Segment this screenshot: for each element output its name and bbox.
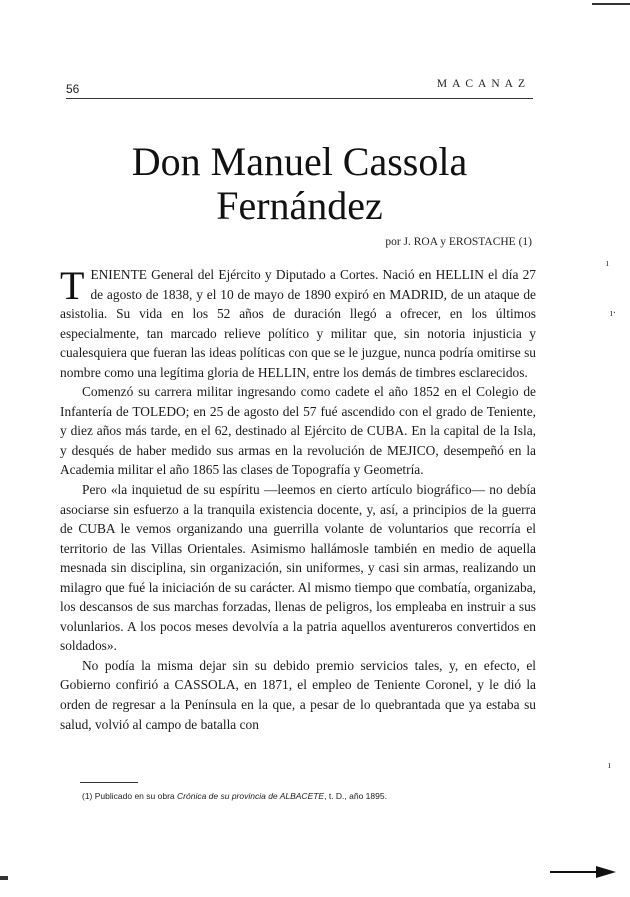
drop-cap: T: [60, 263, 85, 308]
paragraph-2: Comenzó su carrera militar ingresando como cadete el año 1852 en el Colegio de Infantería de TOLEDO; en 25 de agosto del 57 fué ascendido con el grado de Teniente, y diez años más tarde, en el 62, destinado al Ejército de CUBA. En la capital de la Isla, y desqués de haber medido sus armas en la revolución de MEJICO, desempeñó en la Academia militar el año 1865 las clases de Topografía y Geometría.: [60, 384, 536, 478]
scan-edge-arrow-line: [550, 871, 600, 873]
byline: por J. ROA y EROSTACHE (1): [385, 236, 532, 248]
margin-mark: ı: [608, 760, 611, 771]
footnote-text-before: Publicado en su obra: [94, 791, 175, 801]
footnote-work-title: Crónica de su provincia de ALBACETE: [177, 791, 325, 801]
footnote-rule: [80, 782, 138, 783]
paragraph-4: No podía la misma dejar sin su debido premio servicios tales, y, en efecto, el Gobierno confirió a CASSOLA, en 1871, el empleo de Teniente Coronel, y le dió la orden de regresar a la Península en la que, a pesar de lo quebrantada que ya estaba su salud, volvió al campo de batalla con: [60, 657, 536, 732]
article-title: [66, 140, 533, 228]
scan-edge-arrow: [596, 866, 616, 878]
header-rule: [66, 98, 533, 99]
scan-edge-tick: [0, 876, 8, 880]
margin-mark: ı: [606, 258, 609, 269]
paragraph-1: [60, 265, 536, 382]
scan-edge-line: [592, 3, 630, 5]
paragraph-3: Pero «la inquietud de su espíritu —leemos en cierto artículo biográfico— no debía asociarse sin esfuerzo a la tranquila existencia docente, y, así, a principios de la guerra de CUBA le vemos organizando una guerrilla volante de voluntarios que recorría el territorio de las Villas Orientales. Asimismo hallámosle también en medio de aquella mesnada sin disciplina, sin organización, sin uniformes, y casi sin armas, realizando un milagro que fué la iniciación de su carácter. Al mismo tiempo que combatía, organizaba, los descansos de sus marchas forzadas, llenas de peligros, los empleaba en instruir a sus volunlarios. A los pocos meses devolvía a la patria aquellos aventureros convertidos en soldados».: [60, 482, 536, 654]
title-line-2: Fernández: [216, 183, 383, 228]
paragraph-1-text: ENIENTE General del Ejército y Diputado a Cortes. Nació en HELLIN el día 27 de agosto de 1838, y el 10 de mayo de 1890 expiró en MADRID, de un ataque de asistolia. Su vida en los 52 años de duración llegó a ofrecer, en los últimos especialmente, tan marcado relieve político y militar que, sin notoria injusticia y cualesquiera que fueran las ideas políticas con que se le juzgue, nunca podría omitirse su nombre como una legítima gloria de HELLIN, entre los demás de timbres esclarecidos.: [60, 267, 536, 380]
running-head: MACANAZ: [436, 78, 530, 90]
footnote-marker: (1): [82, 791, 93, 801]
footnote-text-after: , t. D., año 1895.: [324, 791, 387, 801]
page-number: 56: [66, 82, 80, 96]
title-line-1: Don Manuel Cassola: [131, 139, 468, 184]
article-body: [60, 265, 536, 734]
margin-mark: ı·: [610, 308, 617, 319]
footnote: [82, 791, 387, 801]
